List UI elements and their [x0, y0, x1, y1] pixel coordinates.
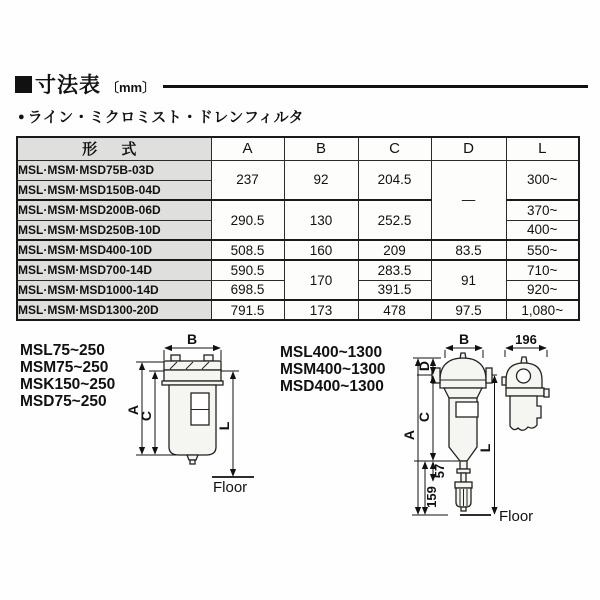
unit-label: 〔mm〕 — [106, 80, 156, 95]
model-cell: MSL·MSM·MSD200B-06D — [17, 200, 211, 220]
value-cell-b: 130 — [284, 200, 358, 240]
dim-57-label: 57 — [432, 463, 447, 479]
page-title: 寸法表 — [35, 74, 101, 97]
value-cell-a: 698.5 — [211, 280, 284, 300]
model-range-label: MSD400~1300 — [280, 378, 384, 395]
small-models-label-list — [20, 342, 115, 410]
table-row — [17, 160, 579, 180]
value-cell-b: 160 — [284, 240, 358, 260]
col-header-a: A — [211, 137, 284, 160]
value-cell-d: 83.5 — [431, 240, 506, 260]
value-cell-a: 791.5 — [211, 300, 284, 320]
subsection-title: ライン・ミクロミスト・ドレンフィルタ — [27, 109, 305, 126]
value-cell-c: 391.5 — [358, 280, 431, 300]
dimension-table — [16, 136, 580, 321]
header-rule — [163, 85, 588, 88]
col-header-c: C — [358, 137, 431, 160]
model-range-label: MSL75~250 — [20, 342, 105, 359]
dim-a-label: A — [125, 404, 141, 416]
bullet-icon: ● — [18, 110, 25, 123]
dim-b-label: B — [458, 331, 470, 347]
value-cell-d: — — [431, 160, 506, 240]
col-header-b: B — [284, 137, 358, 160]
value-cell-a: 508.5 — [211, 240, 284, 260]
col-header-d: D — [431, 137, 506, 160]
subsection-header — [18, 106, 304, 127]
model-cell: MSL·MSM·MSD250B-10D — [17, 220, 211, 240]
value-cell-c: 209 — [358, 240, 431, 260]
table-header-row — [17, 137, 579, 160]
dim-a-label: A — [401, 429, 417, 441]
model-cell: MSL·MSM·MSD400-10D — [17, 240, 211, 260]
table-row — [17, 300, 579, 320]
model-range-label: MSM400~1300 — [280, 361, 386, 378]
technical-drawings — [0, 330, 600, 540]
dim-159-label: 159 — [424, 486, 439, 508]
large-models-label-list — [280, 344, 386, 395]
value-cell-l: 710~ — [506, 260, 579, 280]
value-cell-l: 550~ — [506, 240, 579, 260]
value-cell-c: 204.5 — [358, 160, 431, 200]
value-cell-l: 920~ — [506, 280, 579, 300]
value-cell-b: 92 — [284, 160, 358, 200]
model-cell: MSL·MSM·MSD700-14D — [17, 260, 211, 280]
dim-c-label: C — [138, 410, 154, 422]
model-cell: MSL·MSM·MSD75B-03D — [17, 160, 211, 180]
value-cell-b: 170 — [284, 260, 358, 300]
value-cell-a: 290.5 — [211, 200, 284, 240]
col-header-model: 形 式 — [17, 137, 211, 160]
section-marker-icon — [15, 76, 32, 93]
model-range-label: MSK150~250 — [20, 376, 116, 393]
value-cell-l: 370~ — [506, 200, 579, 220]
table-row — [17, 260, 579, 280]
large-filter-side-view — [502, 332, 549, 430]
value-cell-a: 237 — [211, 160, 284, 200]
dim-l-label: L — [477, 443, 493, 453]
model-range-label: MSL400~1300 — [280, 344, 383, 361]
dim-l-label: L — [216, 421, 232, 431]
model-cell: MSL·MSM·MSD1300-20D — [17, 300, 211, 320]
dim-d-label: D — [416, 360, 432, 372]
model-range-label: MSM75~250 — [20, 359, 109, 376]
floor-label: Floor — [499, 508, 534, 525]
value-cell-l: 400~ — [506, 220, 579, 240]
value-cell-l: 1,080~ — [506, 300, 579, 320]
dim-b-label: B — [186, 331, 198, 347]
value-cell-d: 91 — [431, 260, 506, 300]
model-cell: MSL·MSM·MSD1000-14D — [17, 280, 211, 300]
col-header-l: L — [506, 137, 579, 160]
model-range-label: MSD75~250 — [20, 393, 107, 410]
value-cell-d: 97.5 — [431, 300, 506, 320]
value-cell-b: 173 — [284, 300, 358, 320]
value-cell-c: 283.5 — [358, 260, 431, 280]
small-filter-drawing — [125, 331, 254, 496]
dim-196-label: 196 — [515, 332, 537, 347]
value-cell-c: 252.5 — [358, 200, 431, 240]
model-cell: MSL·MSM·MSD150B-04D — [17, 180, 211, 200]
dim-c-label: C — [416, 411, 432, 423]
value-cell-c: 478 — [358, 300, 431, 320]
section-header — [15, 69, 588, 99]
value-cell-l: 300~ — [506, 160, 579, 200]
table-row — [17, 240, 579, 260]
value-cell-a: 590.5 — [211, 260, 284, 280]
floor-label: Floor — [213, 479, 248, 496]
